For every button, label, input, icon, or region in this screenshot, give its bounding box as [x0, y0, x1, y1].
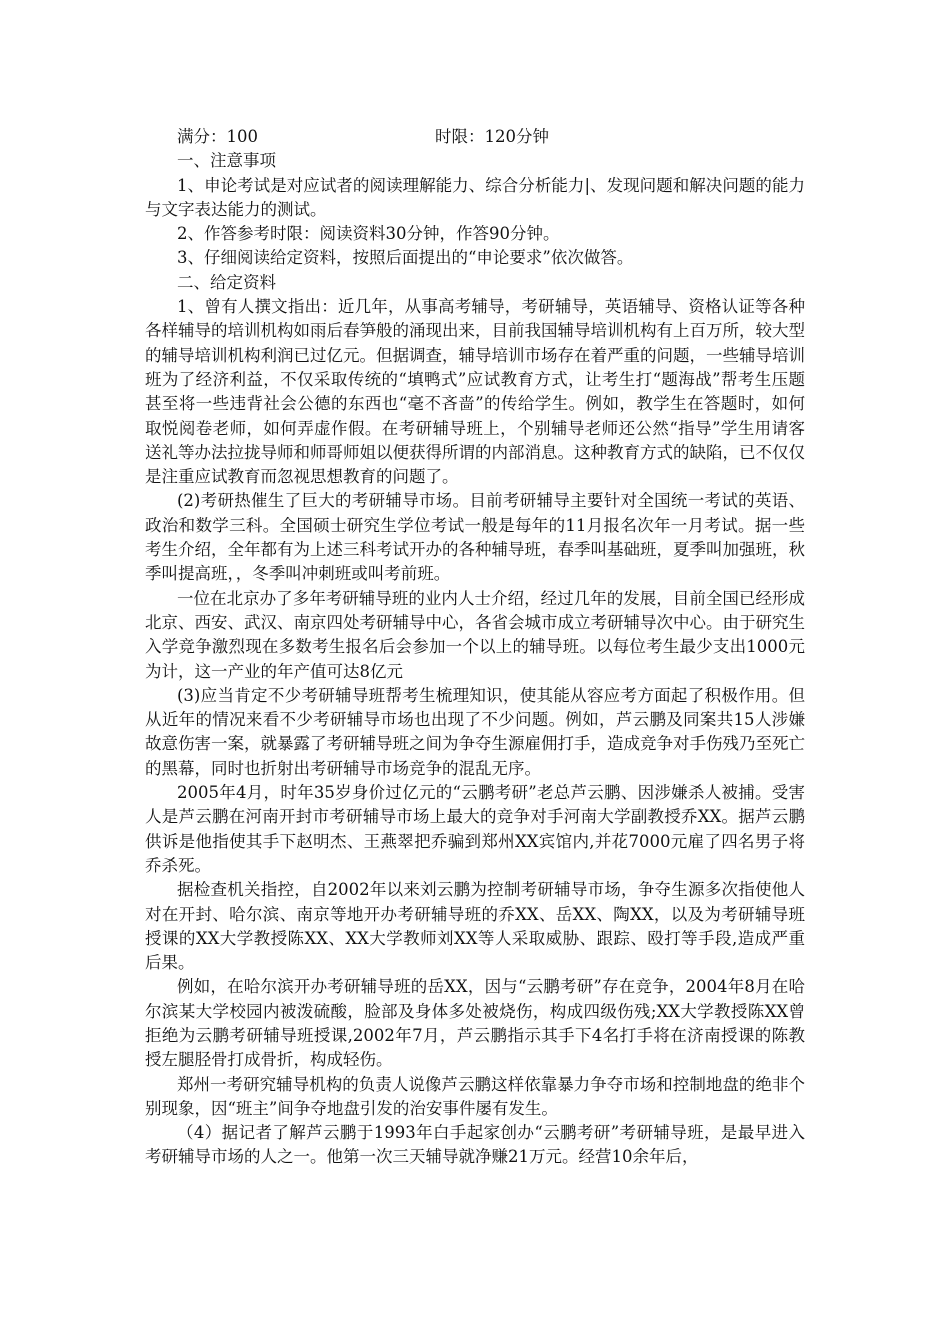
material-paragraph: 1、曾有人撰文指出：近几年，从事高考辅导，考研辅导，英语辅导、资格认证等各种各样辅导的培训机构如雨后春笋般的涌现出来，目前我国辅导培训机构有上百万所，较大型的辅导培训机构利润已过亿元。但据调查，辅导培训市场存在着严重的问题，一些辅导培训班为了经济利益，不仅采取传统的“填鸭式”应试教育方式，让考生打“题海战”帮考生压题甚至将一些违背社会公德的东西也“毫不吝啬”的传给学生。例如，教学生在答题时，如何取悦阅卷老师，如何弄虚作假。在考研辅导班上，个别辅导老师还公然“指导”学生用请客送礼等办法拉拢导师和师哥师姐以便获得所谓的内部消息。这种教育方式的缺陷，已不仅仅是注重应试教育而忽视思想教育的问题了。 [145, 297, 805, 487]
section-title-notes: 一、注意事项 [177, 151, 276, 171]
material-paragraph: (2)考研热催生了巨大的考研辅导市场。目前考研辅导主要针对全国统一考试的英语、政治和数学三科。全国硕士研究生学位考试一般是每年的11月报名次年一月考试。据一些考生介绍，全年都有为上述三科考试开办的各种辅导班，春季叫基础班，夏季叫加强班，秋季叫提高班，，冬季叫冲刺班或叫考前班。 [145, 491, 805, 584]
full-score: 满分：100 [177, 127, 258, 146]
material-paragraph: 据检查机关指控，自2002年以来刘云鹏为控制考研辅导市场，争夺生源多次指使他人对在开封、哈尔滨、南京等地开办考研辅导班的乔XX、岳XX、陶XX，以及为考研辅导班授课的XX大学教授陈XX、XX大学教师刘XX等人采取威胁、跟踪、殴打等手段,造成严重后果。 [145, 880, 805, 973]
section-title-materials: 二、给定资料 [177, 272, 276, 292]
note-item: 3、仔细阅读给定资料，按照后面提出的“申论要求”依次做答。 [177, 248, 634, 268]
time-limit: 时限：120分钟 [435, 127, 549, 146]
note-item: 2、作答参考时限：阅读资料30分钟，作答90分钟。 [177, 224, 560, 244]
material-paragraph: (3)应当肯定不少考研辅导班帮考生梳理知识，使其能从容应考方面起了积极作用。但从近年的情况来看不少考研辅导市场也出现了不少问题。例如，芦云鹏及同案共15人涉嫌故意伤害一案，就暴露了考研辅导班之间为争夺生源雇佣打手，造成竞争对手伤残乃至死亡的黑幕，同时也折射出考研辅导市场竞争的混乱无序。 [145, 685, 805, 778]
material-paragraph: 例如，在哈尔滨开办考研辅导班的岳XX，因与“云鹏考研”存在竞争，2004年8月在哈尔滨某大学校园内被泼硫酸，脸部及身体多处被烧伤，构成四级伤残;XX大学教授陈XX曾拒绝为云鹏考研辅导班授课,2002年7月，芦云鹏指示其手下4名打手将在济南授课的陈教授左腿胫骨打成骨折，构成轻伤。 [145, 977, 805, 1070]
document-body [145, 125, 805, 1170]
note-item: 1、申论考试是对应试者的阅读理解能力、综合分析能力|、发现问题和解决问题的能力与文字表达能力的测试。 [145, 175, 805, 219]
material-paragraph: 2005年4月，时年35岁身价过亿元的“云鹏考研”老总芦云鹏、因涉嫌杀人被捕。受害人是芦云鹏在河南开封市考研辅导市场上最大的竞争对手河南大学副教授乔XX。据芦云鹏供诉是他指使其手下赵明杰、王燕翠把乔骗到郑州XX宾馆内,并花7000元雇了四名男子将乔杀死。 [145, 783, 805, 875]
exam-header [145, 125, 805, 149]
material-paragraph: 一位在北京办了多年考研辅导班的业内人士介绍，经过几年的发展，目前全国已经形成北京、西安、武汉、南京四处考研辅导中心，各省会城市成立考研辅导次中心。由于研究生入学竞争激烈现在多数考生报名后会参加一个以上的辅导班。以每位考生最少支出1000元为计，这一产业的年产值可达8亿元 [145, 588, 805, 681]
material-paragraph: 郑州一考研究辅导机构的负责人说像芦云鹏这样依靠暴力争夺市场和控制地盘的绝非个别现象，因“班主”间争夺地盘引发的治安事件屡有发生。 [145, 1074, 805, 1118]
material-paragraph: （4）据记者了解芦云鹏于1993年白手起家创办“云鹏考研”考研辅导班，是最早进入考研辅导市场的人之一。他第一次三天辅导就净赚21万元。经营10余年后， [145, 1123, 805, 1167]
